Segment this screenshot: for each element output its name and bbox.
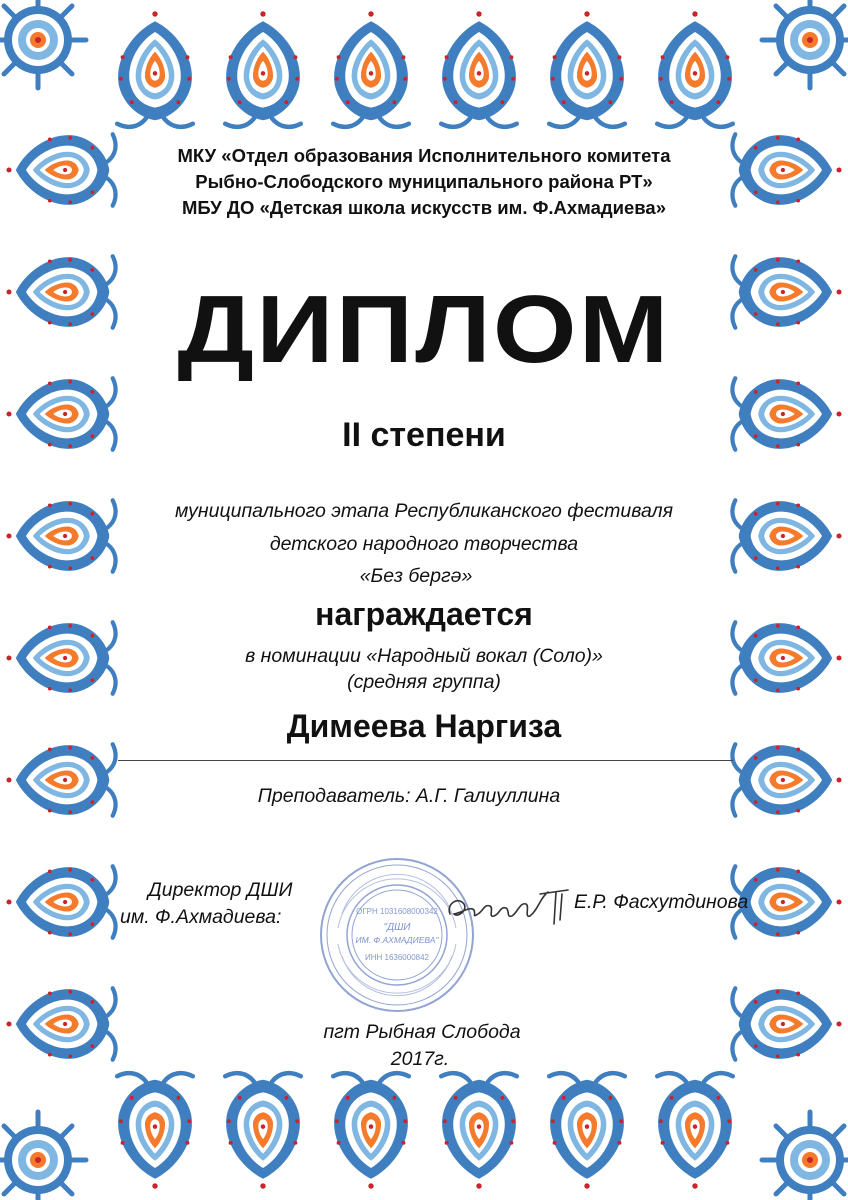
awarded-label: награждается [315, 596, 533, 632]
event-line-1: муниципального этапа Республиканского фестиваля [174, 500, 673, 522]
header-line-3: МБУ ДО «Детская школа искусств им. Ф.Ахмадиева» [181, 197, 667, 218]
header-line-2: Рыбно-Слободского муниципального района РТ» [195, 171, 653, 192]
header-line-1: МКУ «Отдел образования Исполнительного комитета [177, 145, 671, 166]
director-label-line-2: им. Ф.Ахмадиева: [120, 906, 282, 928]
stamp-ogrn: ОГРН 1031608000342 [356, 907, 438, 916]
event-line-2: детского народного творчества [269, 533, 579, 555]
age-group-line: (средняя группа) [347, 671, 501, 693]
stamp-center-line-2: ИМ. Ф.АХМАДИЕВА" [355, 935, 439, 945]
year-line: 2017г. [390, 1048, 450, 1070]
stamp-inn: ИНН 1636000842 [364, 953, 430, 962]
teacher-line: Преподаватель: А.Г. Галиуллина [257, 785, 561, 807]
recipient-name: Димеева Наргиза [286, 708, 562, 744]
stamp-center-line-1: "ДШИ [383, 922, 411, 933]
diploma-title: ДИПЛОМ [177, 276, 671, 383]
name-underline [118, 760, 733, 761]
director-label-line-1: Директор ДШИ [148, 879, 293, 901]
director-signature [444, 884, 574, 932]
nomination-line: в номинации «Народный вокал (Соло)» [245, 645, 603, 667]
school-stamp [318, 856, 476, 1014]
festival-name: «Без бергә» [359, 565, 473, 587]
director-name: Е.Р. Фасхутдинова [574, 891, 749, 913]
degree-label: II степени [342, 416, 506, 454]
place-line: пгт Рыбная Слобода [323, 1021, 521, 1043]
